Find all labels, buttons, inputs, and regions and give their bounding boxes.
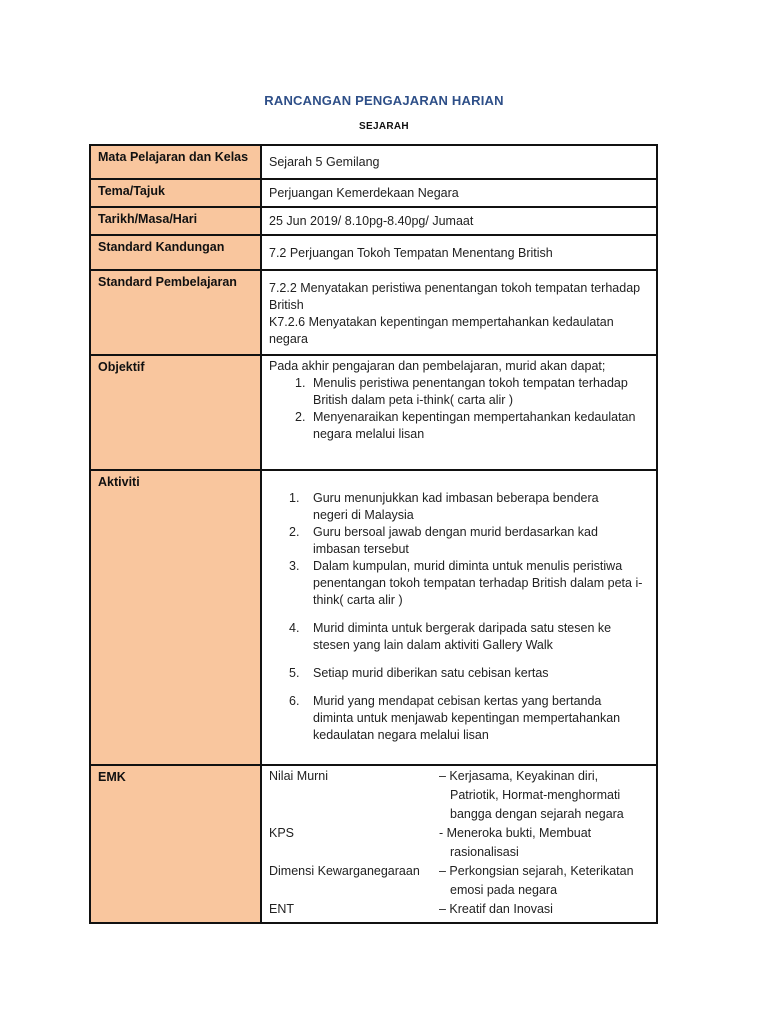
class-name: Sejarah 5 Gemilang xyxy=(269,155,380,169)
row-label: Mata Pelajaran dan Kelas xyxy=(90,145,261,179)
emk-value xyxy=(439,824,650,862)
row-value xyxy=(261,270,657,355)
list-item xyxy=(269,693,650,744)
emk-key: ENT xyxy=(269,902,294,916)
list-text: Setiap murid diberikan satu cebisan kertas xyxy=(313,666,549,680)
row-value xyxy=(261,179,657,207)
row-label: EMK xyxy=(90,765,261,923)
subject-heading: SEJARAH xyxy=(359,121,409,132)
list-item xyxy=(269,558,650,609)
list-number: 2. xyxy=(289,525,300,539)
activity-list xyxy=(269,471,650,744)
list-text: Guru menunjukkan kad imbasan beberapa bendera negeri di Malaysia xyxy=(313,491,599,522)
table-row xyxy=(90,765,657,923)
emk-value-line: emosi pada negara xyxy=(450,883,558,897)
row-label: Tema/Tajuk xyxy=(90,179,261,207)
emk-value-line: – Perkongsian sejarah, Keterikatan xyxy=(439,864,634,878)
list-number: 3. xyxy=(289,559,300,573)
emk-value xyxy=(439,767,650,824)
list-item xyxy=(269,409,650,443)
list-number: 1. xyxy=(295,376,306,390)
emk-value-line: - Meneroka bukti, Membuat xyxy=(439,826,592,840)
row-label: Objektif xyxy=(90,355,261,470)
list-item xyxy=(269,524,650,558)
list-text: Murid yang mendapat cebisan kertas yang bertanda diminta untuk menjawab kepentingan mempertahankan kedaulatan negara melalui lisan xyxy=(313,694,621,742)
objective-list xyxy=(269,375,650,443)
table-row xyxy=(90,207,657,235)
row-value xyxy=(261,235,657,270)
list-text: Dalam kumpulan, murid diminta untuk menulis peristiwa penentangan tokoh tempatan terhadap British dalam peta i-think( carta alir ) xyxy=(313,559,643,607)
list-item xyxy=(269,375,650,409)
list-number: 2. xyxy=(295,410,306,424)
list-number: 1. xyxy=(289,491,300,505)
emk-key: KPS xyxy=(269,826,295,840)
list-text: Menyenaraikan kepentingan mempertahankan kedaulatan negara melalui lisan xyxy=(313,410,636,441)
list-item xyxy=(269,620,650,654)
row-label: Aktiviti xyxy=(90,470,261,765)
row-label: Standard Pembelajaran xyxy=(90,270,261,355)
row-label: Standard Kandungan xyxy=(90,235,261,270)
row-value xyxy=(261,470,657,765)
theme-title: Perjuangan Kemerdekaan Negara xyxy=(269,186,459,200)
document-title: RANCANGAN PENGAJARAN HARIAN xyxy=(264,93,504,108)
learning-standard-1: 7.2.2 Menyatakan peristiwa penentangan tokoh tempatan terhadap British xyxy=(269,281,641,312)
list-item xyxy=(269,490,650,524)
table-row xyxy=(90,470,657,765)
learning-standard-2: K7.2.6 Menyatakan kepentingan mempertahankan kedaulatan negara xyxy=(269,315,614,346)
emk-value-line: bangga dengan sejarah negara xyxy=(450,807,624,821)
list-number: 4. xyxy=(289,621,300,635)
emk-value-line: – Kreatif dan Inovasi xyxy=(439,902,553,916)
row-value xyxy=(261,207,657,235)
table-row xyxy=(90,145,657,179)
table-row xyxy=(90,355,657,470)
table-row xyxy=(90,235,657,270)
objective-intro: Pada akhir pengajaran dan pembelajaran, murid akan dapat; xyxy=(269,359,606,373)
list-number: 5. xyxy=(289,666,300,680)
emk-list xyxy=(269,766,650,919)
row-label: Tarikh/Masa/Hari xyxy=(90,207,261,235)
emk-value-line: Patriotik, Hormat-menghormati xyxy=(450,788,621,802)
lesson-plan-table xyxy=(89,144,658,924)
list-text: Murid diminta untuk bergerak daripada satu stesen ke stesen yang lain dalam aktiviti Gallery Walk xyxy=(313,621,612,652)
emk-value xyxy=(439,862,650,900)
list-text: Guru bersoal jawab dengan murid berdasarkan kad imbasan tersebut xyxy=(313,525,598,556)
list-text: Menulis peristiwa penentangan tokoh tempatan terhadap British dalam peta i-think( carta alir ) xyxy=(313,376,628,407)
row-value xyxy=(261,355,657,470)
row-value xyxy=(261,765,657,923)
row-value xyxy=(261,145,657,179)
content-standard: 7.2 Perjuangan Tokoh Tempatan Menentang British xyxy=(269,246,553,260)
list-item xyxy=(269,665,650,682)
emk-value xyxy=(439,900,650,919)
emk-value-line: – Kerjasama, Keyakinan diri, xyxy=(439,769,599,783)
table-row xyxy=(90,270,657,355)
emk-key: Nilai Murni xyxy=(269,769,329,783)
emk-key: Dimensi Kewarganegaraan xyxy=(269,864,420,878)
list-number: 6. xyxy=(289,694,300,708)
emk-value-line: rasionalisasi xyxy=(450,845,519,859)
table-row xyxy=(90,179,657,207)
date-time-day: 25 Jun 2019/ 8.10pg-8.40pg/ Jumaat xyxy=(269,214,474,228)
